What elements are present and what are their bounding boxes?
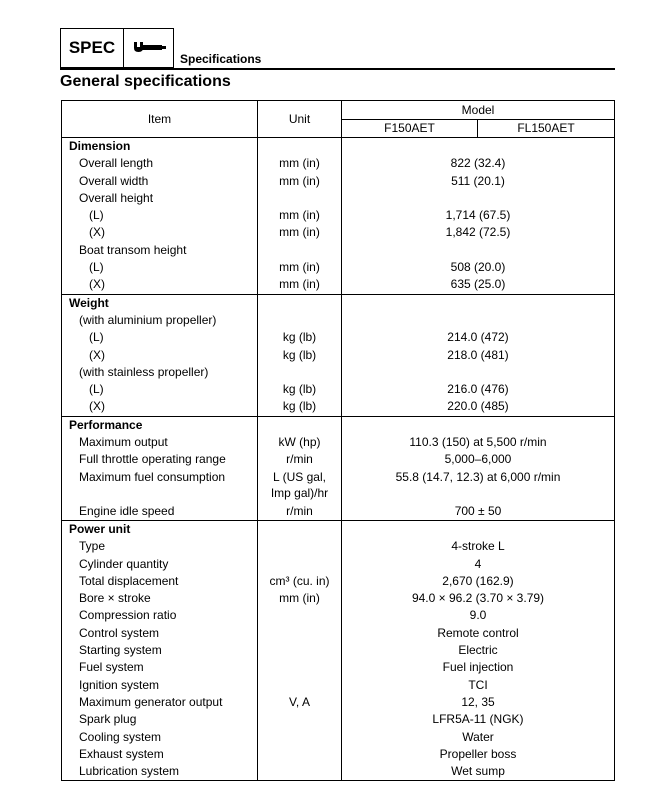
row-value: 822 (32.4) (450, 156, 506, 171)
table-row (62, 312, 615, 329)
row-value: 511 (20.1) (451, 173, 505, 188)
row-label: Maximum fuel consumption (79, 469, 226, 484)
row-value: 94.0 × 96.2 (3.70 × 3.79) (411, 591, 545, 606)
row-label: Engine idle speed (79, 503, 175, 518)
row-label: Lubrication system (79, 764, 180, 779)
page-header (60, 28, 615, 70)
row-unit: kg (lb) (282, 382, 317, 397)
row-value: Water (462, 729, 494, 744)
table-row (62, 763, 615, 781)
table-row (62, 364, 615, 381)
row-unit: mm (in) (279, 156, 320, 171)
wrench-icon (131, 40, 167, 56)
row-label: Boat transom height (79, 242, 187, 257)
column-header-model-1: F150AET (342, 119, 478, 138)
row-label: (X) (89, 347, 105, 362)
row-value: TCI (468, 677, 488, 692)
section-title: Power unit (69, 521, 131, 536)
row-label: Exhaust system (79, 746, 164, 761)
row-label: (with stainless propeller) (79, 364, 209, 379)
row-unit: mm (in) (279, 208, 320, 223)
row-value: Electric (458, 643, 498, 658)
row-label: (with aluminium propeller) (79, 312, 217, 327)
row-value: 2,670 (162.9) (442, 573, 514, 588)
table-row (62, 155, 615, 172)
row-label: Cylinder quantity (79, 556, 169, 571)
row-label: (L) (89, 208, 104, 223)
row-unit: mm (in) (279, 225, 320, 240)
table-row (62, 242, 615, 259)
table-row (62, 398, 615, 416)
row-label: Bore × stroke (79, 591, 151, 606)
row-label: Full throttle operating range (79, 452, 226, 467)
page-title: General specifications (60, 73, 231, 90)
row-label: Overall length (79, 156, 154, 171)
section-row (62, 138, 615, 156)
table-row (62, 451, 615, 468)
row-value: 110.3 (150) at 5,500 r/min (409, 435, 547, 450)
row-unit: V, A (289, 694, 310, 709)
row-label: Cooling system (79, 729, 162, 744)
row-label: (L) (89, 260, 104, 275)
row-label: Starting system (79, 643, 162, 658)
section-row (62, 520, 615, 538)
row-value: Propeller boss (439, 746, 517, 761)
column-header-model-2: FL150AET (478, 119, 615, 138)
spec-label: SPEC (68, 38, 116, 57)
row-label: (L) (89, 330, 104, 345)
table-row (62, 607, 615, 624)
row-label: Control system (79, 625, 160, 640)
row-unit: r/min (286, 503, 313, 518)
row-label: Ignition system (79, 677, 160, 692)
row-value: 5,000–6,000 (444, 452, 512, 467)
section-title: Weight (69, 295, 109, 310)
spec-divider (123, 29, 124, 67)
table-row (62, 329, 615, 346)
table-row (62, 276, 615, 294)
table-row (62, 625, 615, 642)
header-subtitle: Specifications (180, 52, 262, 66)
row-value: 508 (20.0) (450, 260, 506, 275)
row-value: Wet sump (451, 764, 505, 779)
table-row (62, 469, 615, 503)
row-value: 12, 35 (461, 694, 495, 709)
row-value: 4 (474, 556, 482, 571)
row-unit: kW (hp) (278, 435, 321, 450)
row-label: Spark plug (79, 712, 137, 727)
table-row (62, 224, 615, 241)
row-label: Compression ratio (79, 608, 177, 623)
row-label: Maximum output (79, 435, 168, 450)
section-row (62, 416, 615, 434)
table-row (62, 642, 615, 659)
row-label: (X) (89, 225, 105, 240)
row-unit: r/min (286, 452, 313, 467)
table-row (62, 190, 615, 207)
row-value: 4-stroke L (451, 539, 505, 554)
table-row (62, 173, 615, 190)
table-row (62, 746, 615, 763)
row-unit: mm (in) (279, 277, 320, 292)
table-row (62, 711, 615, 728)
table-row (62, 590, 615, 607)
table-row (62, 259, 615, 276)
section-row (62, 294, 615, 312)
row-value: 218.0 (481) (447, 347, 509, 362)
row-label: Total displacement (79, 573, 179, 588)
table-row (62, 729, 615, 746)
table-row (62, 694, 615, 711)
row-label: Overall height (79, 190, 154, 205)
row-value: 700 ± 50 (454, 503, 502, 518)
row-unit-line-2: Imp gal)/hr (270, 485, 329, 500)
row-label: Maximum generator output (79, 694, 223, 709)
row-unit: mm (in) (279, 591, 320, 606)
row-value: 635 (25.0) (450, 277, 506, 292)
row-unit: L (US gal, (273, 469, 326, 484)
row-label: Fuel system (79, 660, 144, 675)
row-unit: mm (in) (279, 260, 320, 275)
row-unit: mm (in) (279, 173, 320, 188)
row-unit: cm³ (cu. in) (269, 573, 330, 588)
spec-badge (60, 28, 174, 68)
section-title: Performance (69, 417, 143, 432)
row-value: Remote control (437, 625, 519, 640)
row-value: 1,714 (67.5) (445, 208, 511, 223)
row-value: 216.0 (476) (447, 382, 509, 397)
row-label: (L) (89, 382, 104, 397)
table-row (62, 677, 615, 694)
table-row (62, 573, 615, 590)
table-row (62, 503, 615, 521)
specifications-table (61, 100, 615, 781)
section-title: Dimension (69, 139, 131, 153)
row-value: 220.0 (485) (447, 399, 509, 414)
row-value: 214.0 (472) (447, 330, 509, 345)
table-row (62, 538, 615, 555)
table-row (62, 434, 615, 451)
column-header-unit: Unit (258, 101, 342, 138)
row-label: (X) (89, 399, 105, 414)
row-label: Overall width (79, 173, 149, 188)
column-header-item: Item (62, 101, 258, 138)
table-row (62, 347, 615, 364)
row-value: 9.0 (469, 608, 487, 623)
row-value: 55.8 (14.7, 12.3) at 6,000 r/min (395, 469, 561, 484)
row-value: 1,842 (72.5) (445, 225, 511, 240)
column-header-model: Model (342, 101, 615, 120)
row-unit: kg (lb) (282, 399, 317, 414)
table-row (62, 659, 615, 676)
row-unit: kg (lb) (282, 347, 317, 362)
table-row (62, 556, 615, 573)
row-label: Type (79, 539, 106, 554)
header-rule (60, 68, 615, 70)
row-label: (X) (89, 277, 105, 292)
row-value: LFR5A-11 (NGK) (432, 712, 524, 727)
table-row (62, 207, 615, 224)
table-row (62, 381, 615, 398)
row-value: Fuel injection (442, 660, 514, 675)
row-unit: kg (lb) (282, 330, 317, 345)
